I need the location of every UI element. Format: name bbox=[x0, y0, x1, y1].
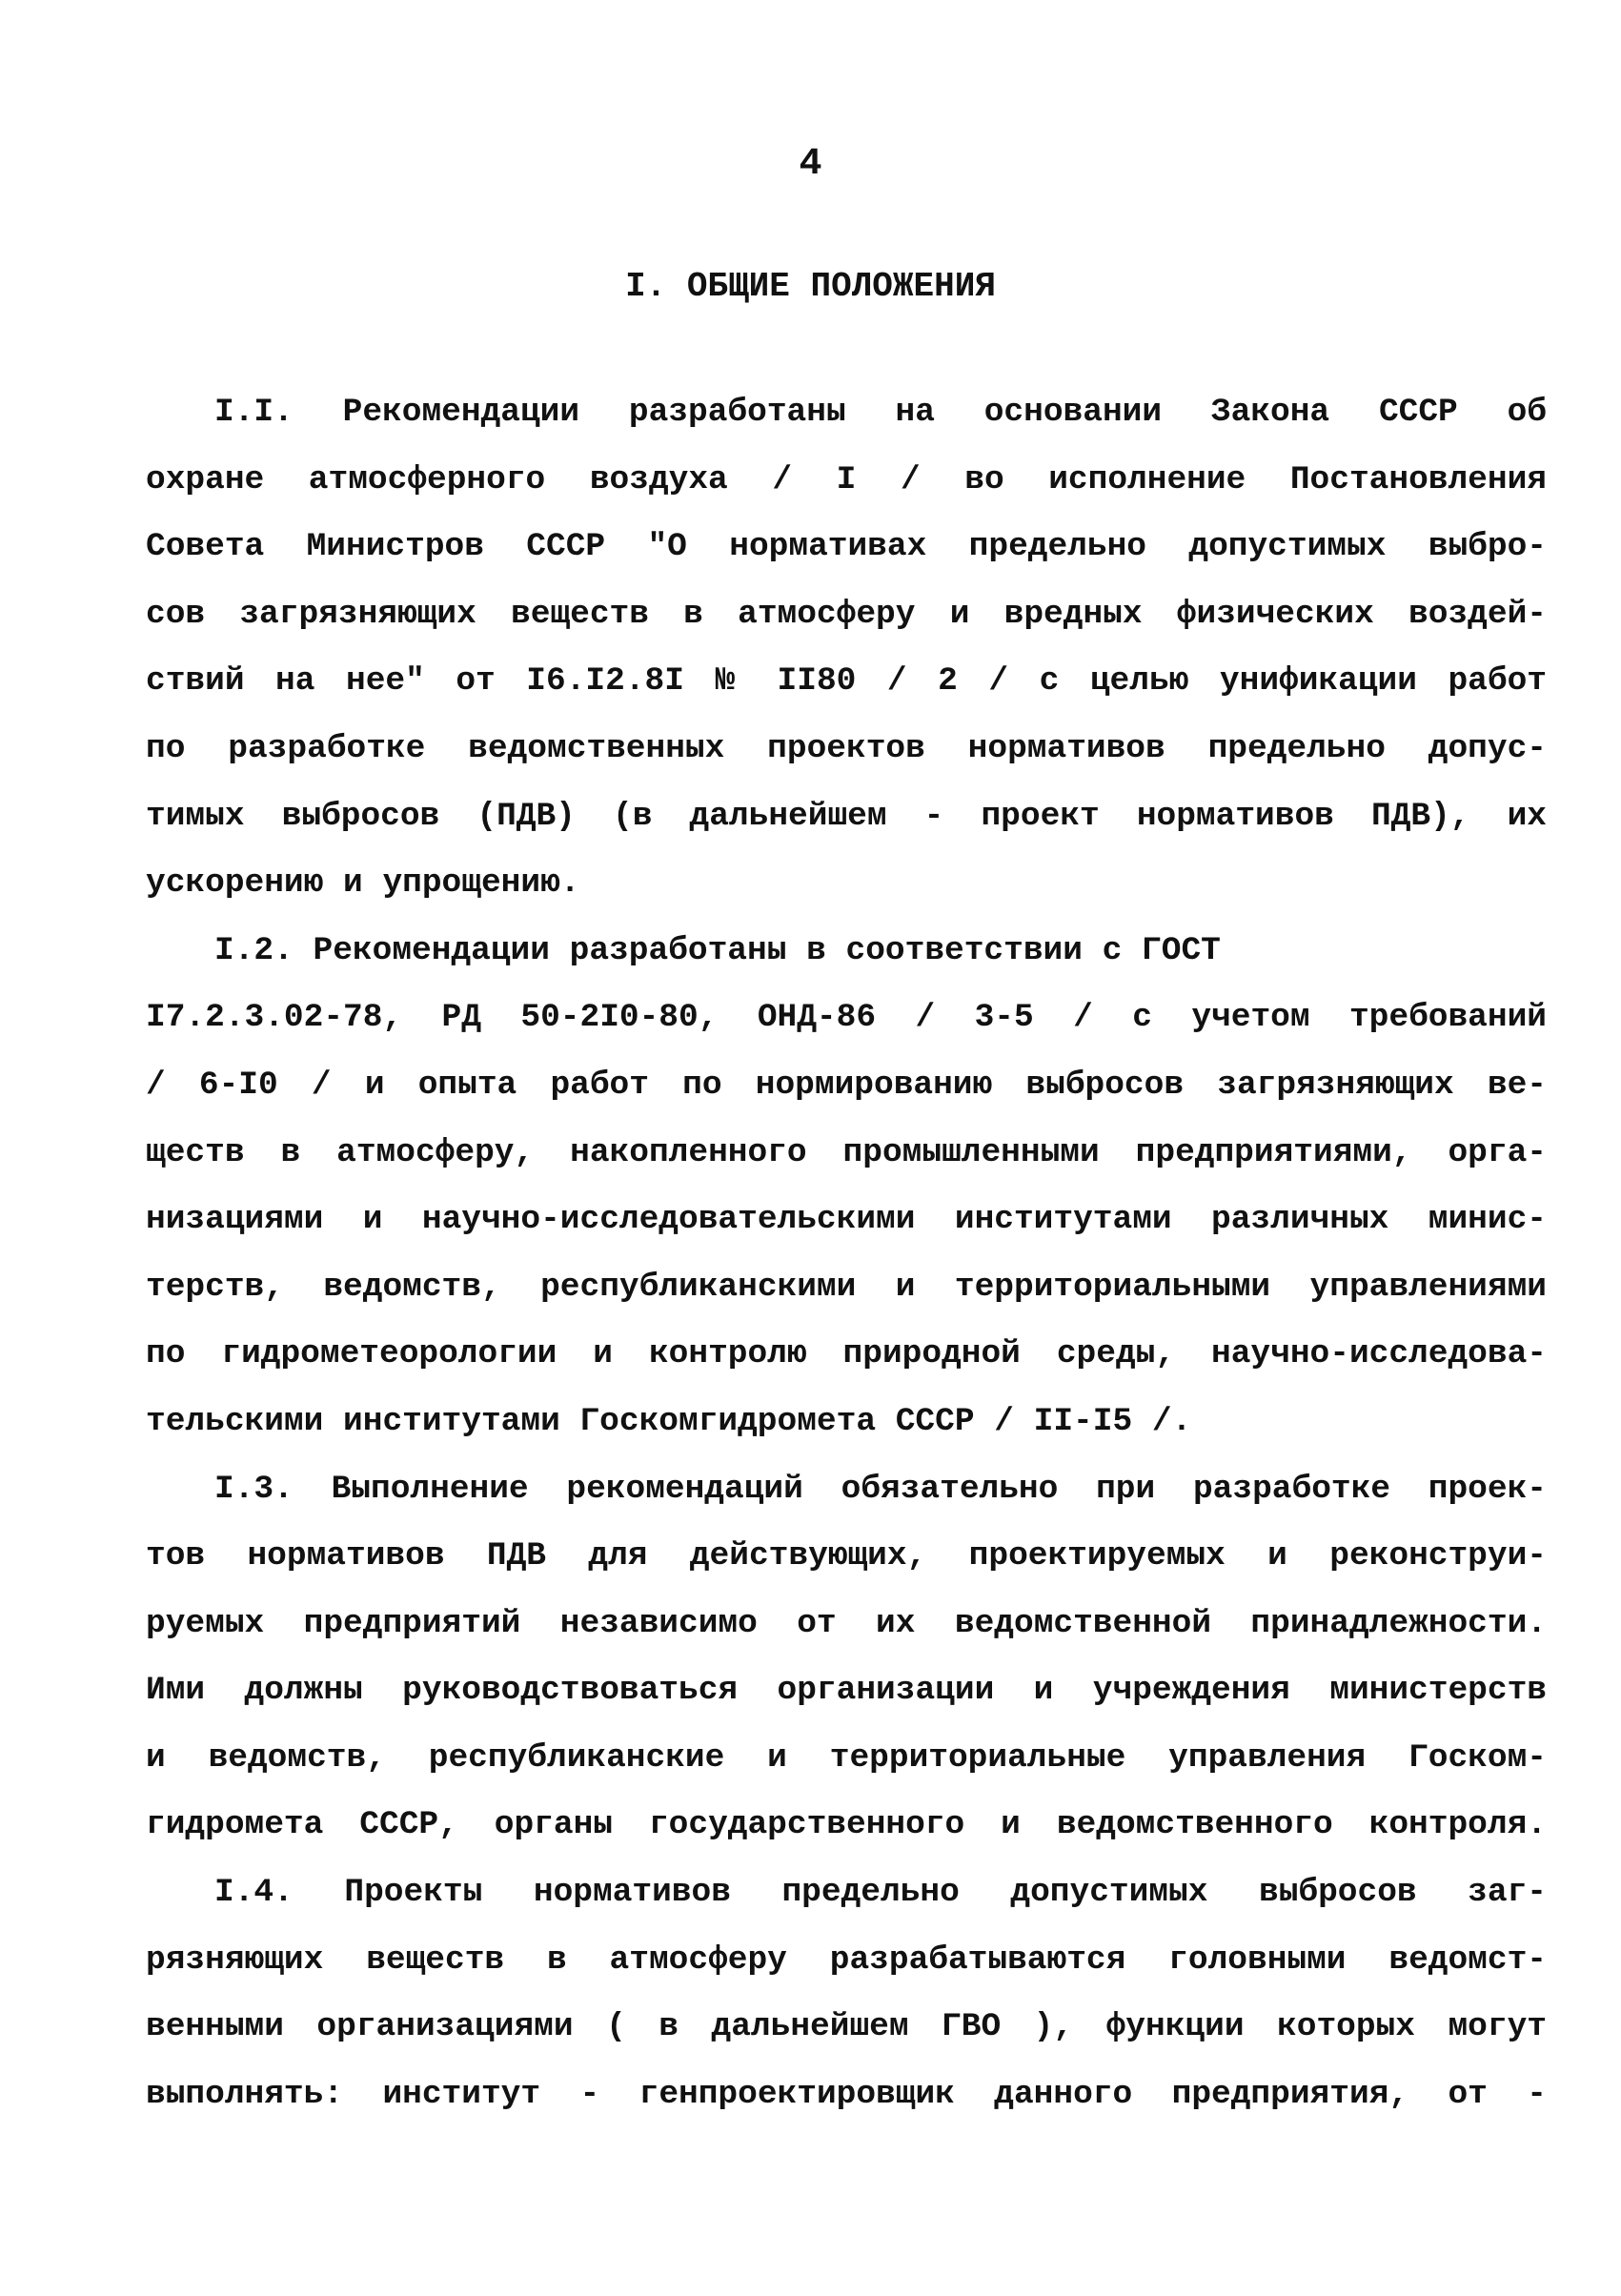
text-line: I.3. Выполнение рекомендаций обязательно при разработке проек- bbox=[214, 1470, 1547, 1508]
text-line: низациями и научно-исследовательскими институтами различных минис- bbox=[146, 1201, 1547, 1239]
text-line: I.2. Рекомендации разработаны в соответствии с ГОСТ bbox=[214, 931, 1221, 969]
text-line: руемых предприятий независимо от их ведомственной принадлежности. bbox=[146, 1604, 1547, 1642]
body-text bbox=[146, 379, 1547, 2128]
text-line: / 6-I0 / и опыта работ по нормированию выбросов загрязняющих ве- bbox=[146, 1066, 1547, 1104]
text-line: по гидрометеорологии и контролю природной среды, научно-исследова- bbox=[146, 1335, 1547, 1373]
page-number: 4 bbox=[799, 143, 822, 186]
text-line: Совета Министров СССР "О нормативах предельно допустимых выбро- bbox=[146, 528, 1547, 566]
text-line: терств, ведомств, республиканскими и территориальными управлениями bbox=[146, 1268, 1547, 1306]
text-line: и ведомств, республиканские и территориальные управления Госком- bbox=[146, 1738, 1547, 1777]
text-line: выполнять: институт - генпроектировщик данного предприятия, от - bbox=[146, 2075, 1547, 2113]
text-line: по разработке ведомственных проектов нормативов предельно допус- bbox=[146, 729, 1547, 767]
section-title: I. ОБЩИЕ ПОЛОЖЕНИЯ bbox=[625, 267, 996, 306]
text-line: сов загрязняющих веществ в атмосферу и вредных физических воздей- bbox=[146, 595, 1547, 633]
text-line: I.I. Рекомендации разработаны на основании Закона СССР об bbox=[214, 394, 1547, 431]
text-line: охране атмосферного воздуха / I / во исполнение Постановления bbox=[146, 460, 1547, 498]
text-line: Ими должны руководствоваться организации и учреждения министерств bbox=[146, 1672, 1547, 1710]
text-line: тельскими институтами Госкомгидромета СССР / II-I5 /. bbox=[146, 1402, 1192, 1440]
text-line: гидромета СССР, органы государственного и ведомственного контроля. bbox=[146, 1806, 1547, 1844]
text-line: I.4. Проекты нормативов предельно допустимых выбросов заг- bbox=[214, 1874, 1547, 1912]
text-line: ществ в атмосферу, накопленного промышленными предприятиями, орга- bbox=[146, 1133, 1547, 1171]
text-line: тов нормативов ПДВ для действующих, проектируемых и реконструи- bbox=[146, 1537, 1547, 1575]
text-line: тимых выбросов (ПДВ) (в дальнейшем - проект нормативов ПДВ), их bbox=[146, 797, 1547, 835]
text-line: ствий на нее" от I6.I2.8I № II80 / 2 / с целью унификации работ bbox=[146, 662, 1547, 701]
text-line: I7.2.3.02-78, РД 50-2I0-80, ОНД-86 / 3-5 / с учетом требований bbox=[146, 999, 1547, 1037]
text-line: ускорению и упрощению. bbox=[146, 864, 580, 903]
text-line: рязняющих веществ в атмосферу разрабатываются головными ведомст- bbox=[146, 1940, 1547, 1979]
text-line: венными организациями ( в дальнейшем ГВО ), функции которых могут bbox=[146, 2008, 1547, 2046]
